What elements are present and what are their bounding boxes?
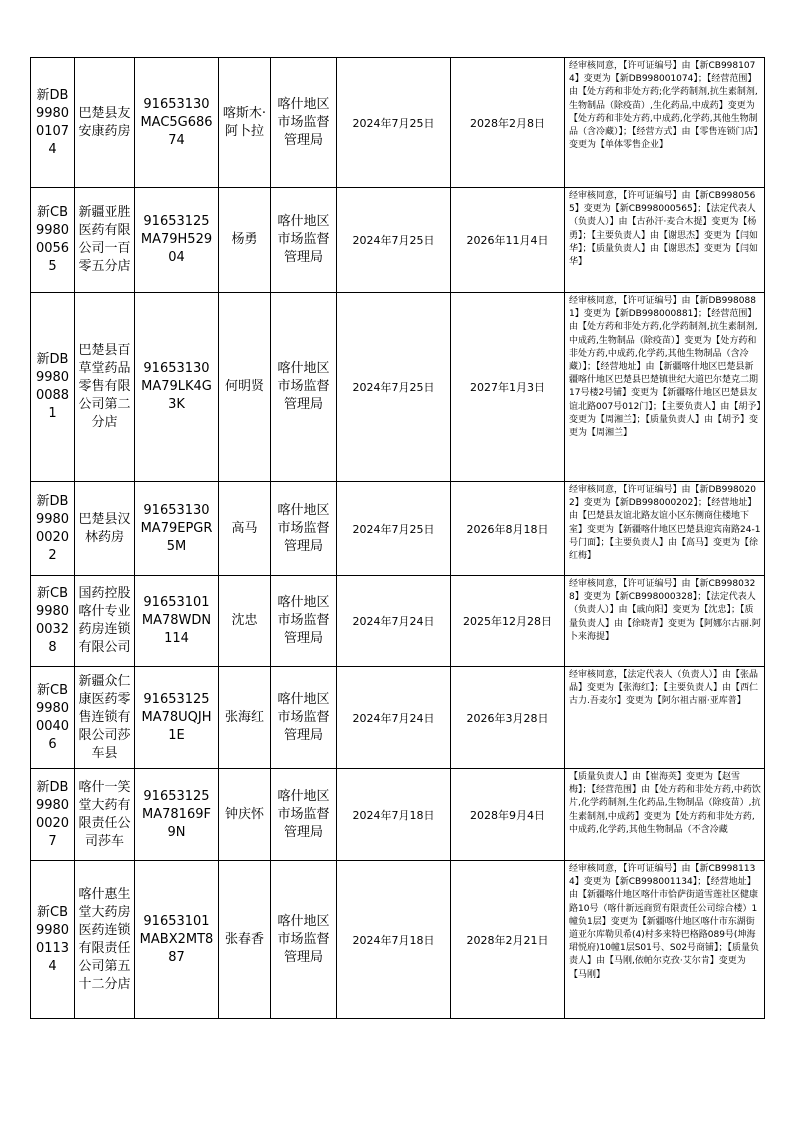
cell-license-no — [31, 293, 75, 482]
cell-approval-date-text — [337, 576, 450, 666]
cell-license-no-value: 新DB99800107 4 — [35, 87, 70, 157]
cell-license-no-value: 新CB99800032 8 — [35, 586, 70, 655]
cell-expiry-date-value: 2028年2月21日 — [466, 933, 549, 947]
cell-expiry-date — [451, 482, 565, 576]
cell-credit-code — [135, 576, 219, 667]
cell-representative — [219, 861, 271, 1019]
cell-authority-text — [271, 667, 336, 768]
cell-expiry-date-text — [451, 667, 564, 768]
cell-expiry-date — [451, 667, 565, 769]
cell-credit-code-text — [135, 667, 218, 768]
cell-license-no-text — [31, 861, 74, 1018]
license-change-table — [30, 57, 765, 1019]
cell-authority — [271, 861, 337, 1019]
cell-company-name — [75, 576, 135, 667]
cell-authority — [271, 769, 337, 861]
cell-change-detail-value: 经审核同意，【许可证编号】由【新DB9980202】变更为【新DB998000202】；【经营地址】由【巴楚县友谊北路友谊小区东侧商住楼地下室】变更为【新疆喀什地区巴楚县迎宾南路24-1号门面】；【主要负责人】由【高马】变更为【徐红梅】 — [569, 485, 761, 562]
cell-representative-text — [219, 482, 270, 575]
cell-expiry-date-text — [451, 861, 564, 1018]
cell-change-detail-value: 经审核同意，【许可证编号】由【新CB9981074】变更为【新DB998001074】；【经营范围】由【处方药和非处方药;化学药制剂,抗生素制剂,生物制品（除疫苗）,生化药品,中成药】变更为【处方药和非处方药,中成药,化学药,其他生物制品（含冷藏）】；【经营方式】由【零售连锁门店】变更为【单体零售企业】 — [569, 61, 759, 151]
cell-representative-value: 杨勇 — [231, 232, 258, 247]
cell-license-no-value: 新DB99800020 2 — [35, 493, 70, 563]
cell-approval-date-text — [337, 188, 450, 292]
cell-credit-code — [135, 861, 219, 1019]
cell-credit-code-value: 91653125MA78169F9N — [142, 788, 211, 840]
cell-change-detail — [565, 482, 765, 576]
cell-approval-date-value: 2024年7月25日 — [352, 234, 435, 247]
cell-company-name-text — [75, 188, 134, 292]
cell-company-name-value: 巴楚县汉林药房 — [78, 511, 131, 545]
cell-authority — [271, 482, 337, 576]
cell-representative-value: 何明贤 — [224, 379, 264, 394]
cell-company-name-text — [75, 482, 134, 575]
cell-approval-date-text — [337, 58, 450, 187]
cell-license-no-text — [31, 667, 74, 768]
cell-company-name-value: 巴楚县友安康药房 — [78, 105, 131, 139]
cell-company-name-value: 国药控股喀什专业药房连锁有限公司 — [78, 586, 131, 655]
cell-authority-value: 喀什地区市场监督管理局 — [277, 788, 330, 840]
cell-change-detail — [565, 576, 765, 667]
cell-change-detail — [565, 861, 765, 1019]
cell-license-no-text — [31, 769, 74, 860]
cell-expiry-date — [451, 769, 565, 861]
cell-credit-code-text — [135, 769, 218, 860]
cell-company-name — [75, 482, 135, 576]
table-row — [31, 667, 765, 769]
cell-credit-code — [135, 58, 219, 188]
table-row — [31, 482, 765, 576]
cell-approval-date-text — [337, 769, 450, 860]
cell-credit-code-value: 91653130MAC5G68674 — [140, 96, 213, 148]
cell-representative-text — [219, 667, 270, 768]
cell-license-no — [31, 482, 75, 576]
cell-authority-value: 喀什地区市场监督管理局 — [277, 691, 330, 743]
cell-company-name-text — [75, 861, 134, 1018]
cell-authority-text — [271, 861, 336, 1018]
cell-credit-code — [135, 293, 219, 482]
cell-representative-value: 张海红 — [224, 709, 264, 725]
cell-company-name-value: 喀什惠生堂大药房医药连锁有限责任公司第五十二分店 — [78, 886, 131, 992]
cell-approval-date-text — [337, 482, 450, 575]
cell-approval-date-value: 2024年7月25日 — [352, 522, 435, 536]
cell-authority-value: 喀什地区市场监督管理局 — [277, 913, 330, 965]
cell-change-detail-text — [565, 769, 764, 860]
cell-representative-value: 钟庆怀 — [224, 806, 264, 822]
cell-authority-text — [271, 576, 336, 666]
cell-approval-date — [337, 667, 451, 769]
cell-change-detail-value: 【质量负责人】由【崔海英】变更为【赵雪梅】；【经营范围】由【处方药和非处方药,中药饮片,化学药制剂,生化药品,生物制品（除疫苗）,抗生素制剂,中成药】变更为【处方药和非处方药,中成药,化学药,其他生物制品（不含冷藏 — [569, 772, 761, 835]
cell-license-no-value: 新DB99800088 1 — [35, 352, 70, 421]
cell-representative-text — [219, 861, 270, 1018]
cell-change-detail-value: 经审核同意，【许可证编号】由【新CB9980565】变更为【新CB998000565】；【法定代表人（负责人）】由【古孙汗·麦合木提】变更为【杨勇】；【主要负责人】由【谢思杰】变更为【闫如华】；【质量负责人】由【谢思杰】变更为【闫如华】 — [569, 191, 759, 268]
cell-authority-value: 喀什地区市场监督管理局 — [277, 361, 330, 412]
cell-change-detail-value: 经审核同意，【许可证编号】由【新DB9980881】变更为【新DB998000881】；【经营范围】由【处方药和非处方药,化学药制剂,抗生素制剂,中成药,生物制品（除疫苗）】变更为【处方药和非处方药,中成药,化学药,其他生物制品（含冷藏）】；【经营地址】由【新疆喀什地区巴楚县新疆喀什地区巴楚县巴楚镇世纪大道巴尔楚克二期17号楼2号铺】变更为【新疆喀什地区巴楚县友谊北路007号012门】；【主要负责人】由【胡予】变更为【周湘兰】；【质量负责人】由【胡予】变更为【周湘兰】 — [569, 296, 761, 439]
cell-credit-code-value: 91653101MA78WDN114 — [141, 595, 212, 646]
cell-representative — [219, 769, 271, 861]
table-row — [31, 58, 765, 188]
cell-license-no — [31, 58, 75, 188]
cell-credit-code-value: 91653101MABX2MT887 — [139, 913, 214, 965]
cell-credit-code — [135, 769, 219, 861]
cell-authority — [271, 188, 337, 293]
cell-representative-text — [219, 188, 270, 292]
cell-credit-code-text — [135, 861, 218, 1018]
cell-approval-date-value: 2024年7月25日 — [352, 116, 435, 130]
cell-approval-date-value: 2024年7月18日 — [352, 808, 435, 822]
cell-representative — [219, 293, 271, 482]
cell-license-no — [31, 667, 75, 769]
cell-authority-value: 喀什地区市场监督管理局 — [277, 502, 330, 554]
cell-credit-code — [135, 188, 219, 293]
cell-representative-text — [219, 576, 270, 666]
cell-change-detail-text — [565, 482, 764, 575]
cell-representative-text — [219, 293, 270, 481]
cell-authority — [271, 576, 337, 667]
cell-credit-code — [135, 482, 219, 576]
cell-approval-date — [337, 188, 451, 293]
cell-company-name-text — [75, 576, 134, 666]
cell-change-detail — [565, 667, 765, 769]
cell-change-detail-text — [565, 861, 764, 1018]
cell-expiry-date-value: 2027年1月3日 — [470, 381, 545, 394]
cell-change-detail — [565, 769, 765, 861]
cell-approval-date — [337, 576, 451, 667]
cell-company-name — [75, 861, 135, 1019]
cell-approval-date-value: 2024年7月18日 — [352, 933, 435, 947]
cell-expiry-date-text — [451, 576, 564, 666]
cell-authority — [271, 667, 337, 769]
cell-change-detail — [565, 293, 765, 482]
cell-approval-date-text — [337, 667, 450, 768]
cell-expiry-date-text — [451, 293, 564, 481]
cell-company-name — [75, 667, 135, 769]
cell-authority-text — [271, 293, 336, 481]
cell-representative-value: 沈忠 — [231, 613, 258, 628]
cell-expiry-date — [451, 576, 565, 667]
cell-expiry-date-value: 2028年9月4日 — [470, 808, 545, 822]
cell-expiry-date-value: 2028年2月8日 — [470, 116, 545, 130]
cell-company-name — [75, 769, 135, 861]
cell-company-name-value: 喀什一笑堂大药有限责任公司莎车 — [78, 779, 131, 849]
cell-credit-code — [135, 667, 219, 769]
cell-credit-code-text — [135, 58, 218, 187]
cell-license-no-value: 新DB99800020 7 — [35, 779, 70, 849]
cell-authority-text — [271, 769, 336, 860]
cell-license-no-value: 新CB99800113 4 — [35, 904, 70, 974]
cell-authority — [271, 293, 337, 482]
cell-company-name-text — [75, 293, 134, 481]
table-row — [31, 293, 765, 482]
cell-authority — [271, 58, 337, 188]
cell-company-name-text — [75, 58, 134, 187]
cell-authority-value: 喀什地区市场监督管理局 — [277, 96, 330, 148]
cell-credit-code-text — [135, 188, 218, 292]
cell-company-name — [75, 188, 135, 293]
cell-expiry-date — [451, 58, 565, 188]
cell-expiry-date — [451, 188, 565, 293]
cell-expiry-date-text — [451, 188, 564, 292]
cell-license-no-value: 新CB99800040 6 — [35, 682, 70, 752]
cell-approval-date-value: 2024年7月24日 — [352, 615, 435, 628]
cell-company-name — [75, 293, 135, 482]
cell-expiry-date-text — [451, 58, 564, 187]
cell-expiry-date-value: 2026年11月4日 — [466, 234, 549, 247]
cell-representative — [219, 188, 271, 293]
cell-authority-text — [271, 58, 336, 187]
cell-approval-date — [337, 58, 451, 188]
table-row — [31, 576, 765, 667]
table-row — [31, 188, 765, 293]
cell-company-name — [75, 58, 135, 188]
cell-license-no — [31, 188, 75, 293]
cell-authority-value: 喀什地区市场监督管理局 — [277, 595, 330, 646]
cell-change-detail-text — [565, 576, 764, 666]
cell-change-detail-value: 经审核同意，【许可证编号】由【新CB9980328】变更为【新CB998000328】；【法定代表人（负责人）】由【戚向阳】变更为【沈忠】；【质量负责人】由【徐晓青】变更为【阿娜尔古丽.阿卜来海提】 — [569, 579, 761, 642]
cell-change-detail-text — [565, 293, 764, 481]
cell-approval-date — [337, 293, 451, 482]
cell-representative-value: 张春香 — [224, 931, 264, 947]
cell-authority-text — [271, 482, 336, 575]
cell-approval-date-text — [337, 861, 450, 1018]
cell-credit-code-value: 91653130MA79LK4G3K — [141, 361, 212, 412]
cell-representative-value: 高马 — [231, 520, 258, 536]
cell-credit-code-text — [135, 482, 218, 575]
cell-authority-text — [271, 188, 336, 292]
cell-expiry-date-text — [451, 482, 564, 575]
cell-change-detail-text — [565, 188, 764, 292]
table-row — [31, 861, 765, 1019]
cell-expiry-date-value: 2026年3月28日 — [466, 711, 549, 725]
cell-company-name-value: 新疆亚胜医药有限公司一百零五分店 — [78, 205, 131, 274]
cell-license-no — [31, 861, 75, 1019]
cell-change-detail-text — [565, 58, 764, 187]
cell-authority-value: 喀什地区市场监督管理局 — [277, 214, 330, 265]
cell-representative — [219, 482, 271, 576]
cell-license-no-text — [31, 188, 74, 292]
cell-change-detail-text — [565, 667, 764, 768]
cell-representative-value: 喀斯木·阿卜拉 — [222, 105, 267, 139]
cell-approval-date — [337, 861, 451, 1019]
cell-company-name-value: 巴楚县百草堂药品零售有限公司第二分店 — [78, 343, 131, 430]
cell-credit-code-text — [135, 576, 218, 666]
cell-approval-date — [337, 482, 451, 576]
cell-change-detail — [565, 188, 765, 293]
cell-license-no-text — [31, 482, 74, 575]
cell-change-detail-value: 经审核同意，【法定代表人（负责人）】由【张晶晶】变更为【张海红】；【主要负责人】由【西仁古力.吾麦尔】变更为【阿尔祖古丽·亚库普】 — [569, 670, 759, 707]
cell-representative-text — [219, 769, 270, 860]
cell-license-no-text — [31, 576, 74, 666]
table-row — [31, 769, 765, 861]
cell-change-detail-value: 经审核同意，【许可证编号】由【新CB9981134】变更为【新CB998001134】；【经营地址】由【新疆喀什地区喀什市恰萨街道雪莲社区健康路10号（喀什新远商贸有限责任公司综合楼）1幢负1层】变更为【新疆喀什地区喀什市东湖街道亚尔库勒贝希(4)村多来特巴格路089号(坤海珺悦府)10幢1层S01号、S02号商铺】；【质量负责人】由【马刚,依帕尔克孜·艾尔肯】变更为【马刚】 — [569, 864, 760, 980]
cell-representative — [219, 576, 271, 667]
cell-company-name-text — [75, 769, 134, 860]
cell-expiry-date — [451, 861, 565, 1019]
cell-license-no — [31, 769, 75, 861]
cell-approval-date-value: 2024年7月24日 — [352, 711, 435, 725]
cell-credit-code-value: 91653125MA78UQJH1E — [141, 691, 212, 743]
cell-representative — [219, 58, 271, 188]
cell-expiry-date — [451, 293, 565, 482]
cell-company-name-text — [75, 667, 134, 768]
cell-approval-date-value: 2024年7月25日 — [352, 381, 435, 394]
cell-company-name-value: 新疆众仁康医药零售连锁有限公司莎车县 — [78, 673, 131, 761]
cell-credit-code-text — [135, 293, 218, 481]
cell-representative-text — [219, 58, 270, 187]
cell-approval-date — [337, 769, 451, 861]
cell-expiry-date-value: 2026年8月18日 — [466, 522, 549, 536]
cell-license-no-text — [31, 58, 74, 187]
cell-credit-code-value: 91653130MA79EPGR5M — [140, 502, 213, 554]
cell-approval-date-text — [337, 293, 450, 481]
cell-change-detail — [565, 58, 765, 188]
cell-license-no — [31, 576, 75, 667]
cell-license-no-text — [31, 293, 74, 481]
cell-license-no-value: 新CB99800056 5 — [35, 205, 70, 274]
cell-expiry-date-text — [451, 769, 564, 860]
cell-credit-code-value: 91653125MA79H52904 — [140, 214, 213, 265]
cell-expiry-date-value: 2025年12月28日 — [463, 615, 552, 628]
cell-representative — [219, 667, 271, 769]
